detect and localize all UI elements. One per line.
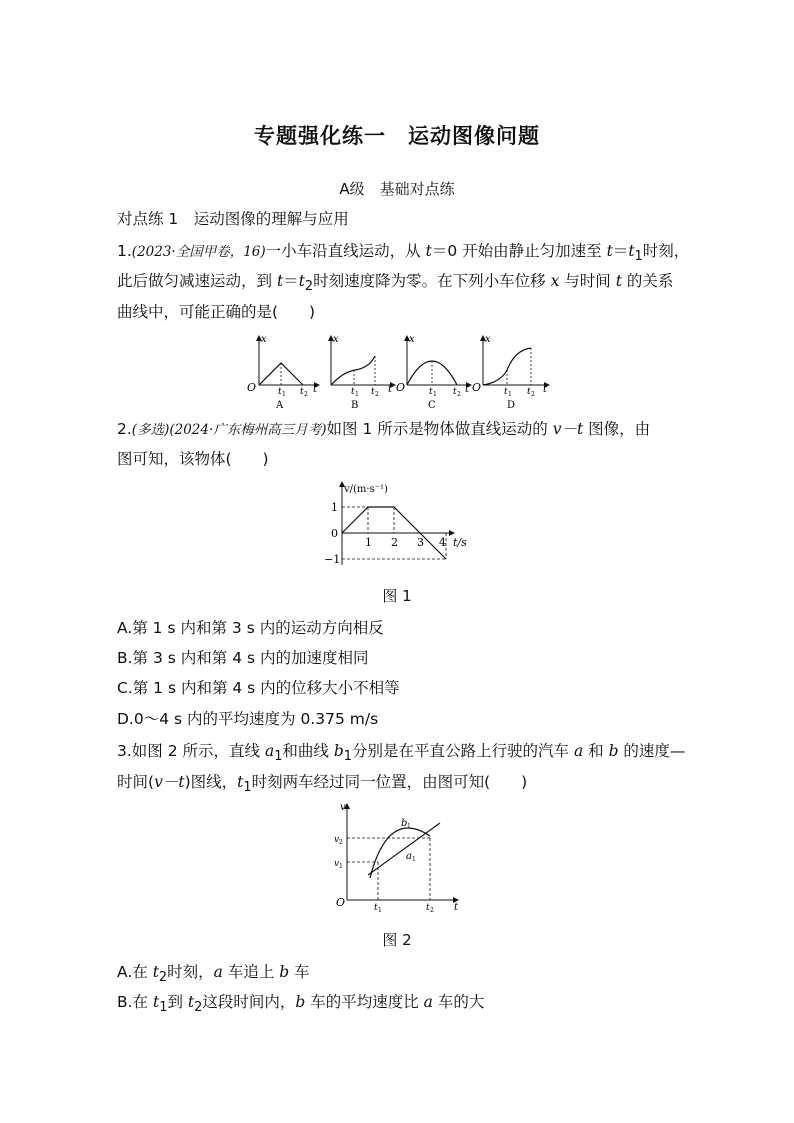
figure-2-x-label: t	[454, 902, 459, 913]
svg-text:t: t	[313, 384, 318, 395]
svg-text:t: t	[388, 384, 393, 395]
figure-1	[322, 480, 472, 570]
svg-text:t: t	[300, 387, 304, 397]
page-title: 专题强化练一 运动图像问题	[254, 124, 540, 148]
svg-text:t: t	[371, 387, 375, 397]
graph-c	[396, 334, 471, 411]
line-a1-label: a	[406, 851, 412, 862]
svg-text:1: 1	[331, 501, 338, 514]
q1-source: (2023·全国甲卷，16)	[131, 244, 266, 260]
svg-text:t: t	[426, 903, 430, 913]
level-heading: A级 基础对点练	[339, 180, 455, 198]
svg-text:−1: −1	[324, 553, 341, 566]
svg-text:4: 4	[439, 536, 446, 549]
svg-text:v: v	[334, 835, 340, 845]
q2-option-a: A.第 1 s 内和第 3 s 内的运动方向相反	[117, 619, 384, 637]
q2-source: (2024·广东梅州高三月考)	[169, 422, 327, 438]
graph-b-label: B	[351, 400, 359, 411]
svg-text:1: 1	[407, 823, 411, 830]
svg-text:v: v	[334, 859, 340, 869]
figure-1-x-label: t/s	[453, 536, 467, 549]
q2-line2: 图可知，该物体( )	[117, 450, 269, 468]
svg-text:1: 1	[508, 391, 512, 398]
q1-line3: 曲线中，可能正确的是( )	[117, 303, 316, 321]
q2-tag: (多选)	[131, 422, 170, 438]
svg-text:2: 2	[531, 391, 535, 398]
figure-2-origin: O	[336, 896, 346, 909]
svg-text:t: t	[465, 384, 470, 395]
svg-text:3: 3	[417, 536, 424, 549]
svg-text:1: 1	[282, 391, 286, 398]
q2-option-b: B.第 3 s 内和第 4 s 内的加速度相同	[117, 649, 369, 667]
q2-option-d: D.0～4 s 内的平均速度为 0.375 m/s	[117, 710, 379, 728]
q2-line1: 2.(多选)(2024·广东梅州高三月考)如图 1 所示是物体做直线运动的 v－t 图像，由	[117, 420, 651, 438]
graph-a-label: A	[276, 400, 284, 411]
svg-text:t: t	[429, 387, 433, 397]
figure-1-y-label: v/(m·s⁻¹)	[344, 484, 388, 495]
graph-a-y-label: x	[261, 334, 267, 345]
q2-option-c: C.第 1 s 内和第 4 s 内的位移大小不相等	[117, 679, 400, 697]
q1-line2: 此后做匀减速运动，到 $t=t_2$时刻速度降为零。在下列小车位移 x 与时间 t 的关系	[117, 272, 674, 295]
svg-text:x: x	[333, 334, 339, 345]
svg-text:1: 1	[433, 391, 437, 398]
graph-b	[331, 334, 395, 411]
q3-line1: 3.如图 2 所示，直线 $a_1$和曲线 $b_1$分别是在平直公路上行驶的汽车 a 和 b 的速度—	[117, 742, 686, 765]
svg-text:1: 1	[339, 863, 343, 870]
svg-text:1: 1	[412, 856, 416, 863]
svg-text:2: 2	[430, 907, 434, 914]
figure-1-caption: 图 1	[382, 587, 412, 605]
svg-text:O: O	[396, 381, 406, 394]
q3-option-a: A.在 $t_2$时刻，a 车追上 b 车	[117, 963, 310, 986]
q1-graphs	[243, 332, 563, 412]
svg-text:x: x	[485, 334, 491, 345]
svg-text:1: 1	[378, 907, 382, 914]
svg-text:1: 1	[355, 391, 359, 398]
svg-text:2: 2	[304, 391, 308, 398]
svg-text:O: O	[472, 381, 482, 394]
section-heading: 对点练 1 运动图像的理解与应用	[117, 210, 349, 228]
q3-option-b: B.在 $t_1$到 $t_2$这段时间内，b 车的平均速度比 a 车的大	[117, 993, 485, 1016]
q3-line2: 时间(v－t)图线，$t_1$时刻两车经过同一位置，由图可知( )	[117, 773, 528, 796]
figure-2	[330, 800, 470, 915]
svg-text:0: 0	[331, 527, 338, 540]
figure-2-y-label: v	[340, 802, 346, 813]
figure-2-caption: 图 2	[382, 931, 412, 949]
svg-text:t: t	[453, 387, 457, 397]
svg-text:t: t	[504, 387, 508, 397]
graph-c-label: C	[428, 400, 436, 411]
q1-line1: 1.(2023·全国甲卷，16)一小车沿直线运动，从 t＝0 开始由静止匀加速至 $t=t_1$时刻，	[117, 242, 690, 265]
svg-text:2: 2	[375, 391, 379, 398]
svg-text:1: 1	[365, 536, 372, 549]
svg-text:2: 2	[457, 391, 461, 398]
svg-text:2: 2	[339, 839, 343, 846]
curve-b1-label: b	[401, 818, 408, 829]
svg-text:t: t	[374, 903, 378, 913]
svg-text:t: t	[527, 387, 531, 397]
graph-a	[247, 334, 319, 411]
graph-d	[472, 334, 549, 411]
svg-text:2: 2	[391, 536, 398, 549]
graph-d-label: D	[507, 400, 516, 411]
graph-a-origin: O	[247, 381, 257, 394]
svg-text:x: x	[409, 334, 415, 345]
svg-text:t: t	[351, 387, 355, 397]
svg-text:t: t	[543, 384, 548, 395]
svg-text:t: t	[278, 387, 282, 397]
